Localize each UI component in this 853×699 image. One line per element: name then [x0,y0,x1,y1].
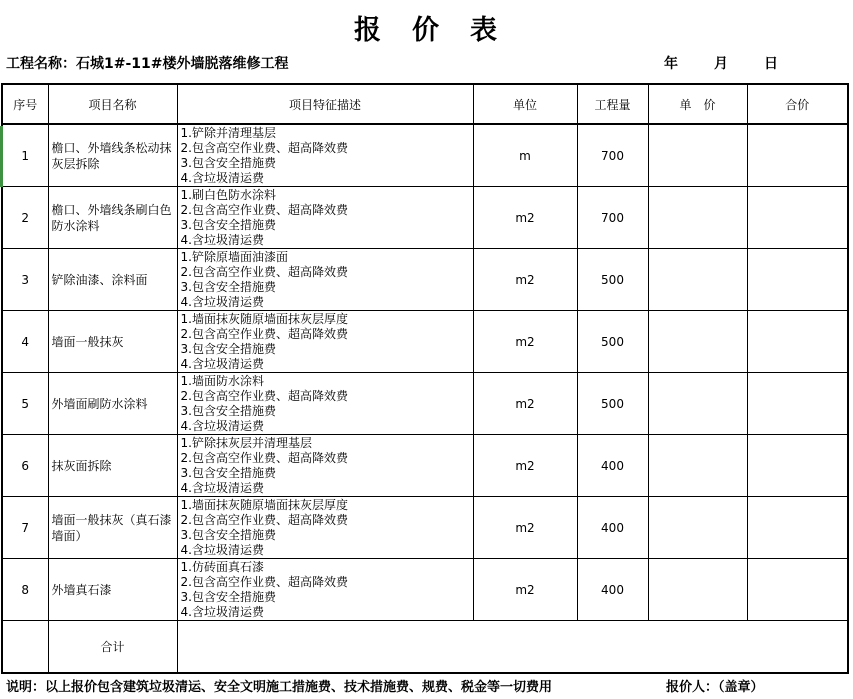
total-label[interactable]: 合计 [48,621,177,673]
cell-no[interactable]: 2 [2,187,48,249]
cell-features[interactable]: 1.墙面抹灰随原墙面抹灰层厚度 2.包含高空作业费、超高降效费 3.包含安全措施费 4.含垃圾清运费 [177,497,473,559]
cell-no[interactable]: 6 [2,435,48,497]
date-fields [664,53,778,73]
cell-unit[interactable]: m2 [473,559,577,621]
table-row [2,249,848,311]
cell-selection-indicator [0,126,3,187]
cell-features[interactable]: 1.铲除抹灰层并清理基层 2.包含高空作业费、超高降效费 3.包含安全措施费 4.含垃圾清运费 [177,435,473,497]
cell-item-name[interactable]: 铲除油漆、涂料面 [48,249,177,311]
project-name-label: 工程名称：石城1#-11#楼外墙脱落维修工程 [6,56,289,72]
table-row [2,559,848,621]
cell-unit[interactable]: m2 [473,435,577,497]
cell-unit[interactable]: m2 [473,497,577,559]
header-total-price[interactable]: 合价 [747,84,848,124]
cell-item-name[interactable]: 外墙真石漆 [48,559,177,621]
cell-unit-price[interactable] [648,311,747,373]
cell-item-name[interactable]: 檐口、外墙线条刷白色防水涂料 [48,187,177,249]
cell-unit[interactable]: m2 [473,249,577,311]
cell-item-name[interactable]: 抹灰面拆除 [48,435,177,497]
cell-quantity[interactable]: 500 [577,249,648,311]
cell-quantity[interactable]: 500 [577,373,648,435]
cell-unit[interactable]: m2 [473,187,577,249]
header-unit[interactable]: 单位 [473,84,577,124]
table-row [2,187,848,249]
table-header-row [2,84,848,124]
table-row [2,124,848,187]
cell-features[interactable]: 1.铲除原墙面油漆面 2.包含高空作业费、超高降效费 3.包含安全措施费 4.含垃圾清运费 [177,249,473,311]
table-row [2,311,848,373]
cell-unit[interactable]: m2 [473,311,577,373]
cell-no[interactable]: 8 [2,559,48,621]
cell-quantity[interactable]: 700 [577,124,648,187]
cell-total-price[interactable] [747,124,848,187]
cell-total-price[interactable] [747,373,848,435]
cell-item-name[interactable]: 墙面一般抹灰（真石漆墙面） [48,497,177,559]
month-label: 月 [714,56,728,72]
cell-unit-price[interactable] [648,124,747,187]
cell-features[interactable]: 1.墙面抹灰随原墙面抹灰层厚度 2.包含高空作业费、超高降效费 3.包含安全措施费 4.含垃圾清运费 [177,311,473,373]
table-row [2,373,848,435]
cell-no[interactable]: 4 [2,311,48,373]
cell-item-name[interactable]: 墙面一般抹灰 [48,311,177,373]
cell-total-price[interactable] [747,249,848,311]
table-row [2,435,848,497]
signer-label: 报价人：（盖章） [666,680,764,695]
cell-unit-price[interactable] [648,435,747,497]
cell-features[interactable]: 1.铲除并清理基层 2.包含高空作业费、超高降效费 3.包含安全措施费 4.含垃圾清运费 [177,124,473,187]
cell-unit-price[interactable] [648,559,747,621]
cell-unit[interactable]: m [473,124,577,187]
cell-quantity[interactable]: 400 [577,435,648,497]
total-row [2,621,848,673]
cell-quantity[interactable]: 400 [577,559,648,621]
cell-features[interactable]: 1.墙面防水涂料 2.包含高空作业费、超高降效费 3.包含安全措施费 4.含垃圾清运费 [177,373,473,435]
header-item-name[interactable]: 项目名称 [48,84,177,124]
quotation-table [1,83,849,674]
cell-unit-price[interactable] [648,373,747,435]
header-unit-price[interactable]: 单 价 [648,84,747,124]
page-title: 报 价 表 [354,15,499,46]
cell-no[interactable]: 5 [2,373,48,435]
cell-total-price[interactable] [747,497,848,559]
cell-item-name[interactable]: 外墙面刷防水涂料 [48,373,177,435]
table-row [2,497,848,559]
cell-total-price[interactable] [747,559,848,621]
note-text: 说明：以上报价包含建筑垃圾清运、安全文明施工措施费、技术措施费、规费、税金等一切费用 [6,680,553,695]
cell-unit-price[interactable] [648,497,747,559]
cell-no[interactable]: 7 [2,497,48,559]
total-value-cell[interactable] [177,621,848,673]
header-quantity[interactable]: 工程量 [577,84,648,124]
cell-quantity[interactable]: 400 [577,497,648,559]
cell-total-price[interactable] [747,311,848,373]
cell-total-price[interactable] [747,187,848,249]
cell-quantity[interactable]: 700 [577,187,648,249]
cell-total-price[interactable] [747,435,848,497]
header-features[interactable]: 项目特征描述 [177,84,473,124]
cell-unit-price[interactable] [648,249,747,311]
header-no[interactable]: 序号 [2,84,48,124]
total-no-cell[interactable] [2,621,48,673]
cell-no[interactable]: 1 [2,124,48,187]
cell-unit-price[interactable] [648,187,747,249]
cell-quantity[interactable]: 500 [577,311,648,373]
cell-unit[interactable]: m2 [473,373,577,435]
cell-features[interactable]: 1.刷白色防水涂料 2.包含高空作业费、超高降效费 3.包含安全措施费 4.含垃圾清运费 [177,187,473,249]
year-label: 年 [664,56,678,72]
cell-features[interactable]: 1.仿砖面真石漆 2.包含高空作业费、超高降效费 3.包含安全措施费 4.含垃圾清运费 [177,559,473,621]
cell-no[interactable]: 3 [2,249,48,311]
cell-item-name[interactable]: 檐口、外墙线条松动抹灰层拆除 [48,124,177,187]
day-label: 日 [764,56,778,72]
